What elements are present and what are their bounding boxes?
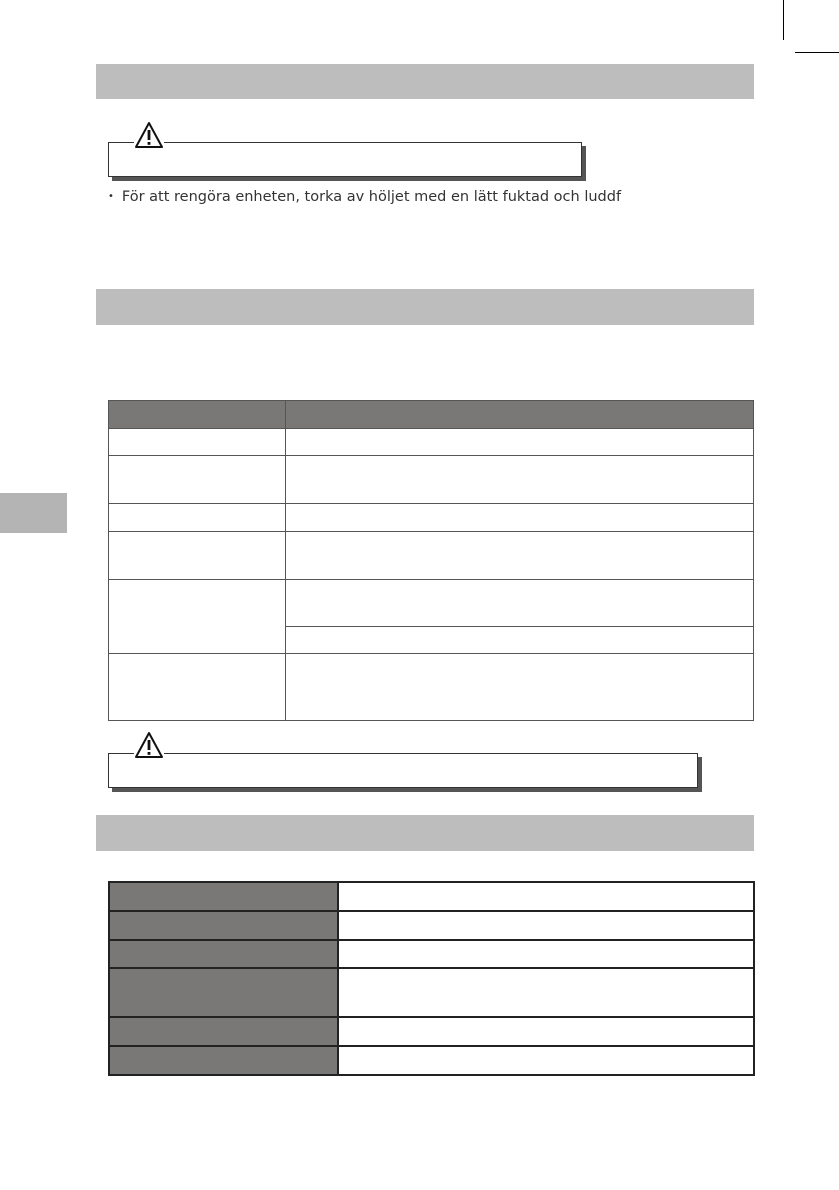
problem-cell (109, 654, 286, 721)
problem-cell (109, 456, 286, 504)
header-cell-problem (109, 401, 286, 429)
table-row (109, 882, 754, 911)
spec-value-cell (338, 882, 754, 911)
solution-cell (286, 654, 754, 721)
warning-box-troubleshooting (108, 753, 698, 788)
table-row (109, 456, 754, 504)
spec-value-cell (338, 940, 754, 968)
solution-cell (286, 532, 754, 580)
table-row (109, 504, 754, 532)
section-header-bar-care (96, 64, 754, 99)
problem-cell (109, 532, 286, 580)
spec-value-cell (338, 1046, 754, 1075)
spec-label-cell (109, 911, 338, 940)
troubleshooting-table (108, 400, 754, 721)
table-row (109, 940, 754, 968)
solution-cell (286, 627, 754, 654)
solution-cell (286, 504, 754, 532)
table-row (109, 580, 754, 627)
spec-value-cell (338, 911, 754, 940)
bullet-dot-icon: • (108, 191, 114, 202)
crop-mark-top-right (783, 0, 784, 40)
care-bullet-item (108, 189, 621, 205)
section-header-bar-troubleshooting (96, 289, 754, 325)
table-row (109, 532, 754, 580)
problem-cell (109, 504, 286, 532)
side-language-tab (0, 493, 67, 533)
spec-label-cell (109, 882, 338, 911)
warning-triangle-icon (134, 121, 164, 149)
problem-cell (109, 429, 286, 456)
warning-box-care (108, 142, 582, 177)
spec-label-cell (109, 968, 338, 1017)
solution-cell (286, 429, 754, 456)
spec-value-cell (338, 968, 754, 1017)
warning-triangle-icon (134, 731, 164, 759)
spec-label-cell (109, 1046, 338, 1075)
spec-label-cell (109, 940, 338, 968)
table-row (109, 968, 754, 1017)
table-row (109, 654, 754, 721)
table-row (109, 1017, 754, 1046)
problem-cell (109, 580, 286, 654)
specifications-table (108, 881, 755, 1076)
table-row (109, 911, 754, 940)
table-header-row (109, 401, 754, 429)
table-row (109, 1046, 754, 1075)
section-header-bar-specifications (96, 815, 754, 851)
care-bullet-text: För att rengöra enheten, torka av höljet med en lätt fuktad och luddf (121, 189, 622, 205)
spec-label-cell (109, 1017, 338, 1046)
solution-cell (286, 580, 754, 627)
spec-value-cell (338, 1017, 754, 1046)
table-row (109, 429, 754, 456)
crop-mark-top-right-h (795, 52, 839, 53)
solution-cell (286, 456, 754, 504)
header-cell-solution (286, 401, 754, 429)
